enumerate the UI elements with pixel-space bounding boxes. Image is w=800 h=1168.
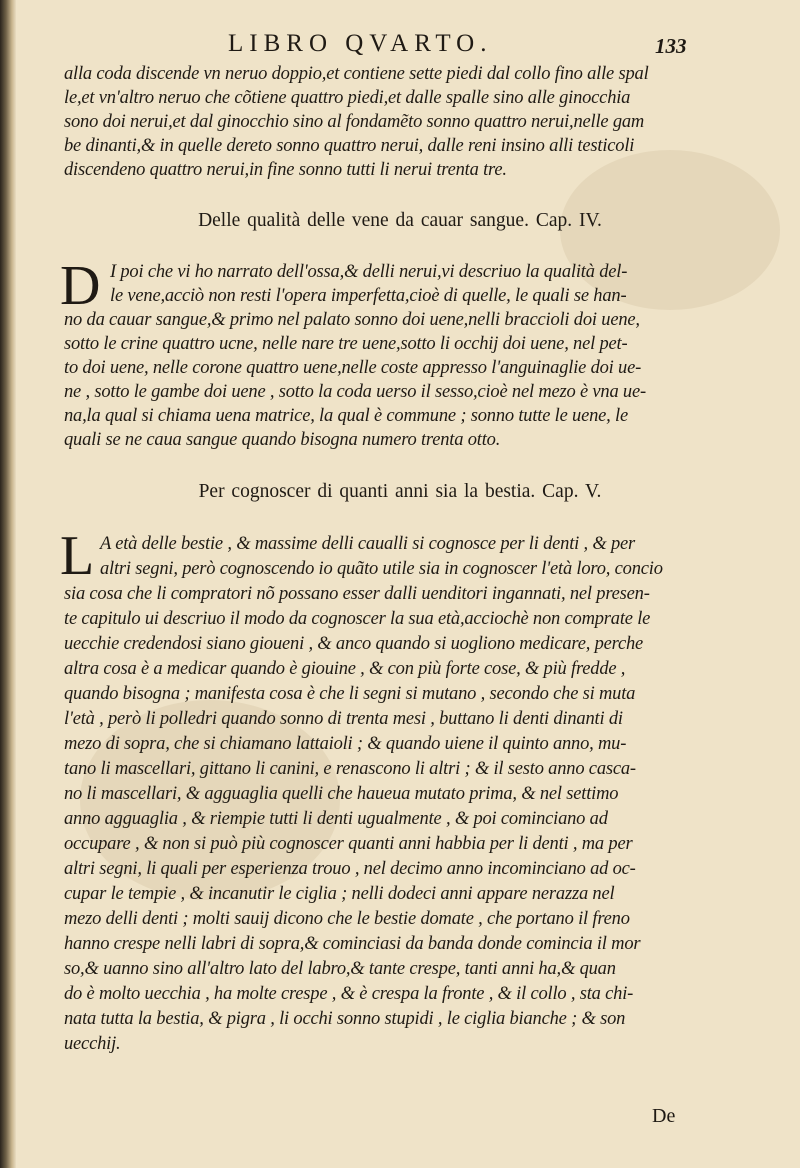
text-line: uecchie credendosi siano gioueni , & anco quando si uogliono medicare, perche [64, 634, 644, 654]
text-line: l'età , però li polledri quando sonno di trenta mesi , buttano li denti dinanti di [64, 709, 623, 729]
text-line: A età delle bestie , & massime delli caualli si cognosce per li denti , & per [100, 534, 636, 554]
text-line: mezo delli denti ; molti sauij dicono che le bestie domate , che portano il freno [64, 909, 630, 929]
running-head: LIBRO QVARTO. [228, 30, 493, 57]
text-line: ne , sotto le gambe doi uene , sotto la coda uerso il sesso,cioè nel mezo è vna ue- [64, 382, 646, 402]
text-line: anno agguaglia , & riempie tutti li denti ugualmente , & poi cominciano ad [64, 809, 608, 829]
text-line: le vene,acciò non resti l'opera imperfetta,cioè di quelle, le quali se han- [110, 286, 627, 306]
text-line: quali se ne caua sangue quando bisogna numero trenta otto. [64, 430, 501, 450]
text-line: hanno crespe nelli labri di sopra,& cominciasi da banda donde comincia il mor [64, 934, 641, 954]
text-line: uecchij. [64, 1034, 121, 1054]
text-line: altri segni, li quali per esperienza trouo , nel decimo anno incominciano ad oc- [64, 859, 636, 879]
text-line: be dinanti,& in quelle dereto sonno quattro nerui, dalle reni insino alli testicoli [64, 136, 635, 156]
text-line: sia cosa che li compratori nõ possano esser dalli uenditori ingannati, nel presen- [64, 584, 650, 604]
text-line: alla coda discende vn neruo doppio,et contiene sette piedi dal collo fino alle spal [64, 64, 649, 84]
text-line: mezo di sopra, che si chiamano lattaioli ; & quando uiene il quinto anno, mu- [64, 734, 627, 754]
drop-cap-initial: D [60, 255, 101, 317]
chapter-heading: Per cognoscer di quanti anni sia la bestia. Cap. V. [198, 481, 602, 502]
text-line: do è molto uecchia , ha molte crespe , & è crespa la fronte , & il collo , sta chi- [64, 984, 634, 1004]
page-number: 133 [655, 34, 687, 58]
chapter-heading: Delle qualità delle vene da cauar sangue. Cap. IV. [198, 210, 602, 231]
text-line: I poi che vi ho narrato dell'ossa,& delli nerui,vi descriuo la qualità del- [110, 262, 628, 282]
text-line: tano li mascellari, gittano li canini, e renascono li altri ; & il sesto anno casca- [64, 759, 636, 779]
text-line: no da cauar sangue,& primo nel palato sonno doi uene,nelli braccioli doi uene, [64, 310, 640, 330]
text-line: sono doi nerui,et dal ginocchio sino al fondamẽto sonno quattro nerui,nelle gam [64, 112, 645, 132]
catchword: De [652, 1105, 676, 1127]
text-line: altra cosa è a medicar quando è giouine , & con più forte cose, & più fredde , [64, 659, 626, 679]
text-line: so,& uanno sino all'altro lato del labro,& tante crespe, tanti anni ha,& quan [64, 959, 616, 979]
text-line: occupare , & non si può più cognoscer quanti anni habbia per li denti , ma per [64, 834, 633, 854]
book-binding-edge [0, 0, 16, 1168]
text-line: sotto le crine quattro ucne, nelle nare tre uene,sotto li occhij doi uene, nel pet- [64, 334, 628, 354]
text-line: na,la qual si chiama uena matrice, la qual è commune ; sonno tutte le uene, le [64, 406, 628, 426]
text-line: discendeno quattro nerui,in fine sonno tutti li nerui trenta tre. [64, 160, 507, 180]
text-line: le,et vn'altro neruo che cõtiene quattro piedi,et dalle spalle sino alle ginocchia [64, 88, 631, 108]
text-line: quando bisogna ; manifesta cosa è che li segni si mutano , secondo che si muta [64, 684, 636, 704]
drop-cap-initial: L [60, 525, 95, 587]
text-line: altri segni, però cognoscendo io quãto utile sia in cognoscer l'età loro, concio [100, 559, 663, 579]
text-line: to doi uene, nelle corone quattro uene,nelle coste appresso l'anguinaglie doi ue- [64, 358, 642, 378]
text-line: cupar le tempie , & incanutir le ciglia ; nelli dodeci anni appare nerazza nel [64, 884, 615, 904]
text-line: no li mascellari, & agguaglia quelli che haueua mutato prima, & nel settimo [64, 784, 619, 804]
text-line: nata tutta la bestia, & pigra , li occhi sonno stupidi , le ciglia bianche ; & son [64, 1009, 626, 1029]
text-line: te capitulo ui descriuo il modo da cognoscer la sua età,acciochè non comprate le [64, 609, 651, 629]
